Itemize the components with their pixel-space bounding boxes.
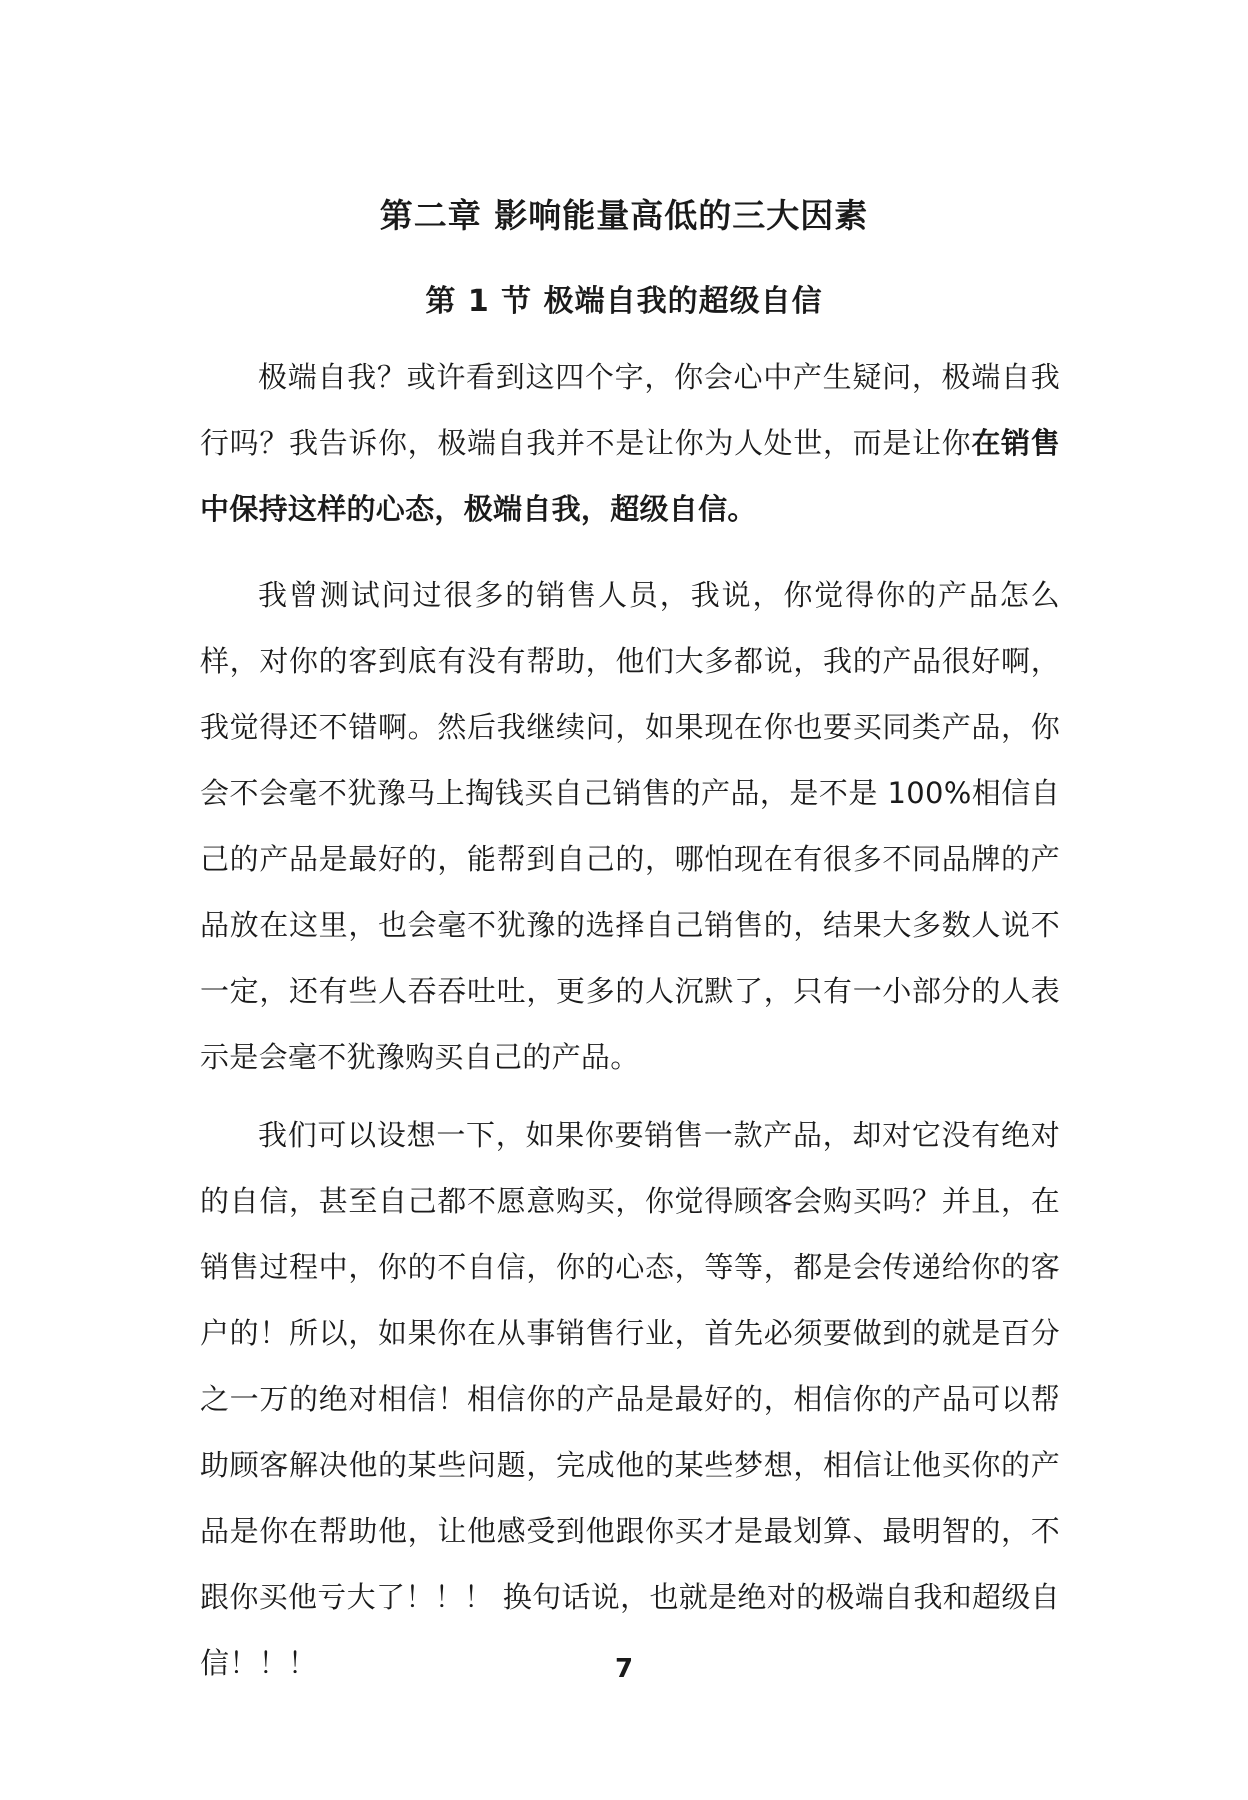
paragraph-1-text: [200, 344, 1060, 542]
paragraph-1-bold-text: 在销售中保持这样的心态，极端自我，超级自信。: [200, 426, 1060, 526]
paragraph-2: [200, 562, 1060, 1090]
paragraph-1-regular-text: 极端自我？或许看到这四个字，你会心中产生疑问，极端自我行吗？我告诉你，极端自我并不是让你为人处世，而是让你: [200, 360, 1060, 460]
paragraph-3: [200, 1102, 1060, 1696]
section-title: 第 1 节 极端自我的超级自信: [425, 284, 823, 319]
paragraph-2-text: 我曾测试问过很多的销售人员，我说，你觉得你的产品怎么样，对你的客到底有没有帮助，他们大多都说，我的产品很好啊，我觉得还不错啊。然后我继续问，如果现在你也要买同类产品，你会不会毫不犹豫马上掏钱买自己销售的产品，是不是 100%相信自己的产品是最好的，能帮到自己的，哪怕现在有很多不同品牌的产品放在这里，也会毫不犹豫的选择自己销售的，结果大多数人说不一定，还有些人吞吞吐吐，更多的人沉默了，只有一小部分的人表示是会毫不犹豫购买自己的产品。: [200, 578, 1060, 1074]
paragraph-3-text: 我们可以设想一下，如果你要销售一款产品，却对它没有绝对的自信，甚至自己都不愿意购买，你觉得顾客会购买吗？并且，在销售过程中，你的不自信，你的心态，等等，都是会传递给你的客户的！所以，如果你在从事销售行业，首先必须要做到的就是百分之一万的绝对相信！相信你的产品是最好的，相信你的产品可以帮助顾客解决他的某些问题，完成他的某些梦想，相信让他买你的产品是你在帮助他，让他感受到他跟你买才是最划算、最明智的，不跟你买他亏大了！！！ 换句话说，也就是绝对的极端自我和超级自信！！！: [200, 1118, 1060, 1680]
chapter-title: 第二章 影响能量高低的三大因素: [379, 196, 869, 235]
paragraph-1: [200, 344, 1060, 542]
page-number: 7: [614, 1654, 634, 1684]
